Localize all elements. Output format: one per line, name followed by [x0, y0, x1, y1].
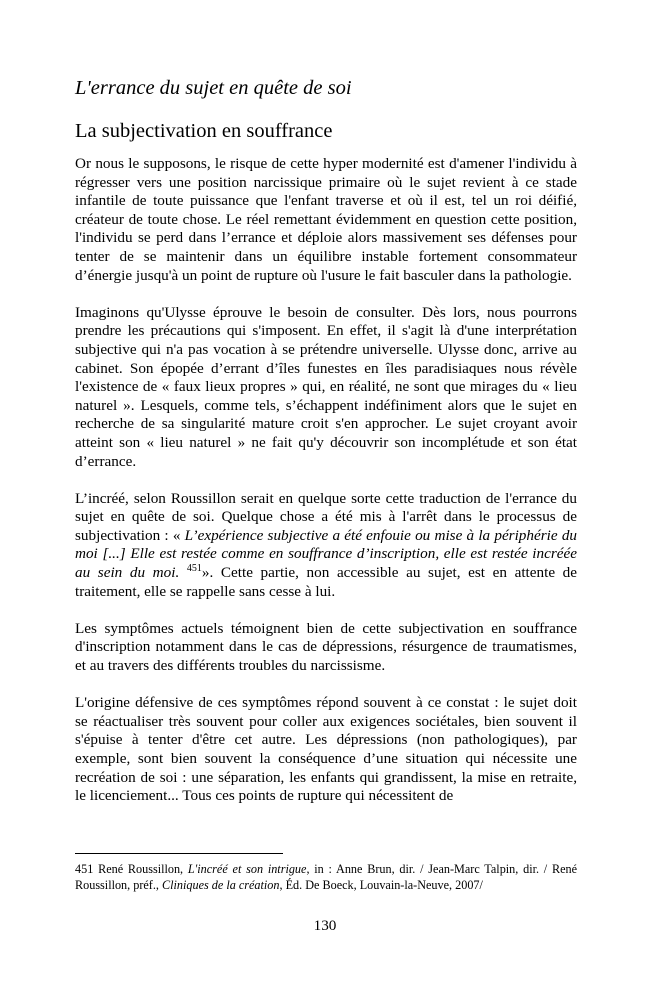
footnote-book-title: Cliniques de la création: [162, 878, 280, 892]
paragraph-4: Les symptômes actuels témoignent bien de cette subjectivation en souffrance d'inscription notamment dans le cas de dépressions, résurgence de traumatismes, et au travers des différents troubles du narcissisme.: [75, 619, 577, 675]
paragraph-1: Or nous le supposons, le risque de cette hyper modernité est d'amener l'individu à régresser vers une position narcissique primaire où le sujet revient à ce stade infantile de toute puissance que l'enfant traverse et où il est, tel un roi déifié, créateur de toute chose. Le réel remettant évidemment en question cette position, l'individu se perd dans l’errance et déploie alors massivement ses défenses pour tenter de se maintenir dans un équilibre instable fortement consommateur d’énergie jusqu'à un point de rupture où l'usure le fait basculer dans la pathologie.: [75, 155, 577, 284]
paragraph-3-end: ». Cette partie, non accessible au sujet, est en attente de traitement, elle se rappelle sans cesse à lui.: [75, 564, 578, 600]
roussillon-quote: L’expérience subjective a été enfouie ou mise à la périphérie du moi [...] Elle est restée comme en souffrance d’inscription, elle est restée incréée au sein du moi.: [75, 526, 578, 582]
page-number: 130: [313, 917, 337, 934]
footnote-number: 451: [75, 862, 94, 876]
section-title: La subjectivation en souffrance: [75, 120, 333, 142]
footnote-article-title: L'incréé et son intrigue: [187, 862, 307, 876]
paragraph-2: Imaginons qu'Ulysse éprouve le besoin de consulter. Dès lors, nous pourrons prendre les précautions qui s'imposent. En effet, il s'agit là d'une interprétation subjective qui n'a pas vocation à se prétendre universelle. Ulysse donc, arrive au cabinet. Son épopée d’errant d’îles funestes en îles paradisiaques nous révèle l'existence de « faux lieux propres » qui, en réalité, ne sont que mirages du « lieu naturel ». Lesquels, comme tels, s’échappent indéfiniment alors que le sujet en recherche de sa singularité mature croit s'en approcher. Le sujet croyant avoir atteint son « lieu naturel » ne fait qu'y découvrir son incomplétude et son état d’errance.: [75, 303, 577, 470]
footnote-divider: [75, 853, 283, 854]
chapter-title: L'errance du sujet en quête de soi: [75, 77, 352, 99]
footnote: [75, 861, 577, 893]
footnote-reference: 451: [186, 563, 202, 574]
paragraph-5: L'origine défensive de ces symptômes répond souvent à ce constat : le sujet doit se réactualiser très souvent pour coller aux exigences sociétales, bien souvent il s'épuise à tenter d'être cet autre. Les dépressions (non pathologiques), par exemple, sont bien souvent la conséquence d’une situation qui nécessite une recréation de soi : une séparation, les enfants qui grandissent, la mise en retraite, le licenciement... Tous ces points de rupture qui nécessitent de: [75, 694, 577, 805]
footnote-middle: , in : Anne Brun, dir. / Jean-Marc Talpin, dir. / René Roussillon, préf.,: [75, 862, 578, 892]
footnote-end: , Éd. De Boeck, Louvain-la-Neuve, 2007/: [279, 878, 483, 892]
footnote-author: René Roussillon,: [98, 862, 184, 876]
paragraph-3: [75, 490, 577, 602]
paragraph-3-start: L’incréé, selon Roussillon serait en quelque sorte cette traduction de l'errance du sujet en quête de soi. Quelque chose a été mis à l'arrêt dans le processus de subjectivation : «: [75, 489, 577, 544]
body-text: [75, 155, 577, 824]
